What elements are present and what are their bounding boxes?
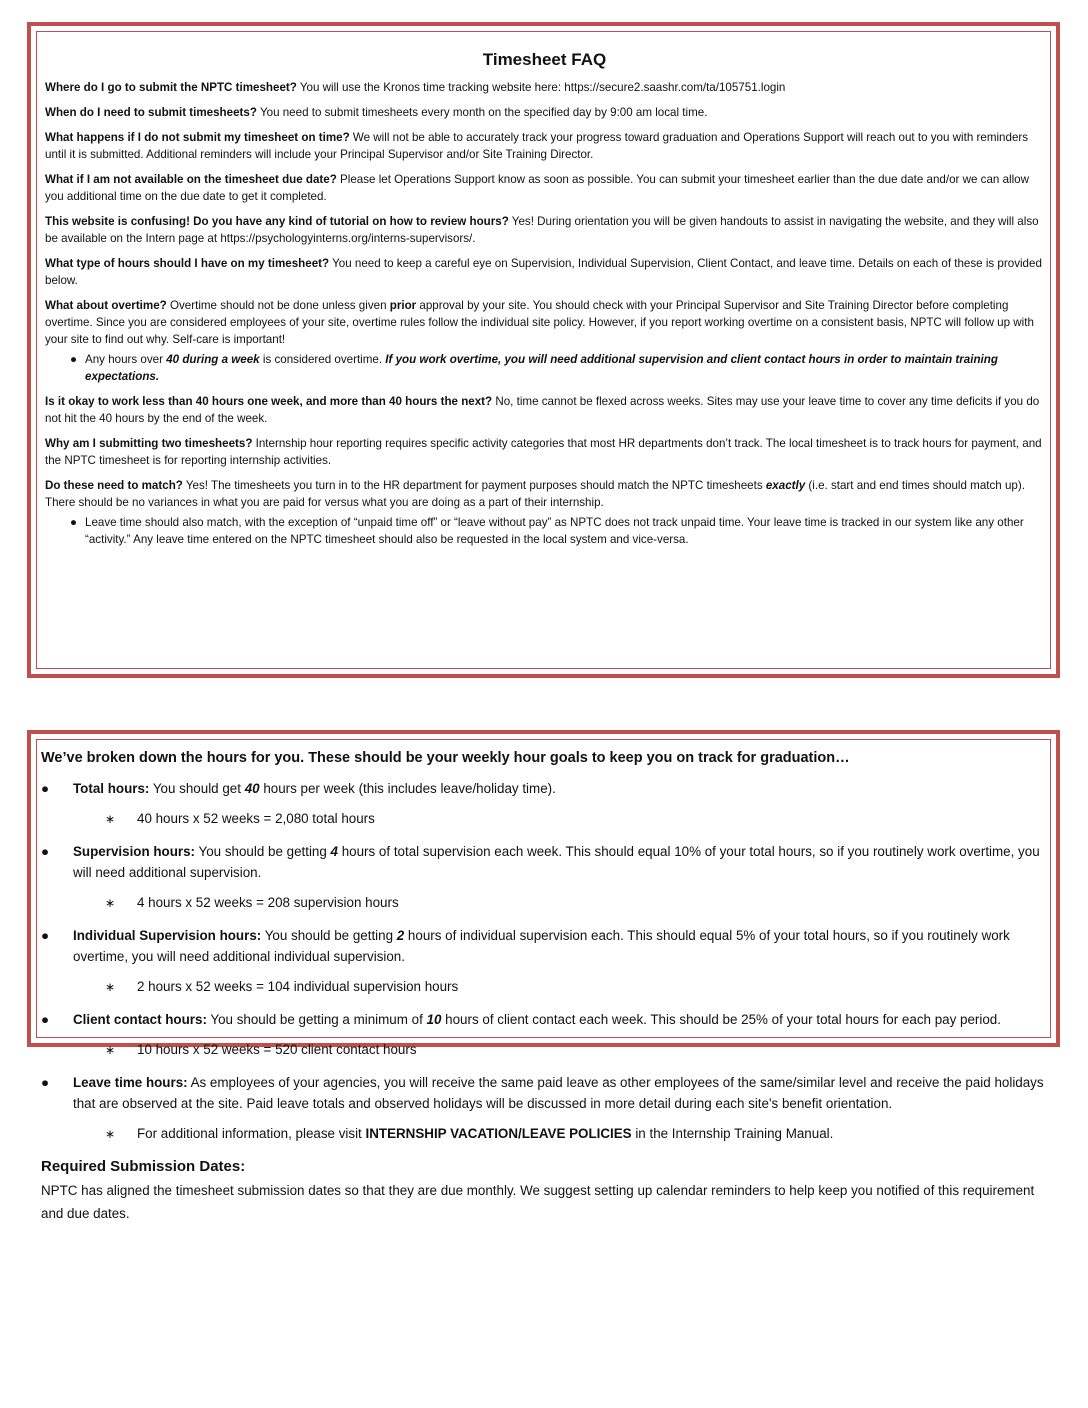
faq-item-overtime: What about overtime? Overtime should not be done unless given prior approval by your site. You should check with your Principal Supervisor and Site Training Director before completing overtime. Since you are considered employees of your site, overtime rules follow the individual site policy. However, if you report working overtime on a consistent basis, NPTC will follow up with your site to find out why. Self-care is important!: [45, 299, 1034, 346]
bullet-icon: ●: [41, 781, 50, 796]
bullet-icon: ●: [41, 1075, 50, 1090]
required-dates-text: NPTC has aligned the timesheet submission dates so that they are due monthly. We suggest setting up calendar reminders to help keep you notified of this requirement and due dates.: [41, 1183, 1035, 1221]
individual-supervision-calc: ∗ 2 hours x 52 weeks = 104 individual supervision hours: [105, 977, 1048, 997]
faq-item: This website is confusing! Do you have any kind of tutorial on how to review hours? Yes! During orientation you will be given handouts to assist in navigating the website, and they will also be available on the Intern page at https://psychologyinterns.org/interns-supervisors/.: [45, 215, 1039, 245]
faq-item-match: Do these need to match? Yes! The timesheets you turn in to the HR department for payment purposes should match the NPTC timesheets exactly (i.e. start and end times should match up). There should be no variances in what you are paid for versus what you are doing as a part of their internship.: [45, 479, 1025, 509]
individual-supervision-item: ● Individual Supervision hours: You should be getting 2 hours of individual supervision each. This should equal 5% of your total hours, so if you routinely work overtime, you will need additional individual supervision.: [41, 925, 1048, 967]
asterisk-icon: ∗: [105, 980, 116, 994]
total-hours-item: ● Total hours: You should get 40 hours per week (this includes leave/holiday time).: [41, 778, 1048, 799]
supervision-hours-calc: ∗ 4 hours x 52 weeks = 208 supervision hours: [105, 893, 1048, 913]
client-contact-item: ● Client contact hours: You should be getting a minimum of 10 hours of client contact each week. This should be 25% of your total hours for each pay period.: [41, 1009, 1048, 1030]
asterisk-icon: ∗: [105, 1127, 116, 1141]
match-bullet: ● Leave time should also match, with the exception of “unpaid time off” or “leave without pay” as NPTC does not track unpaid time. Your leave time is tracked in our system like any other “activity.” Any leave time entered on the NPTC timesheet should also be requested in the local system and vice-versa.: [45, 514, 1044, 548]
required-dates-title: Required Submission Dates:: [41, 1158, 246, 1175]
overtime-bullet: ● Any hours over 40 during a week is considered overtime. If you work overtime, you will need additional supervision and client contact hours in order to maintain training expectations.: [45, 351, 1044, 385]
bullet-icon: ●: [41, 1012, 50, 1027]
faq-item: Where do I go to submit the NPTC timesheet? You will use the Kronos time tracking website here: https://secure2.saashr.com/ta/105751.login: [45, 81, 786, 94]
bullet-icon: ●: [41, 844, 50, 859]
bullet-icon: ●: [69, 516, 77, 529]
faq-item: Is it okay to work less than 40 hours one week, and more than 40 hours the next? No, time cannot be flexed across weeks. Sites may use your leave time to cover any time deficits if you do not hit the 40 hours by the end of the week.: [45, 395, 1040, 425]
hours-panel-frame: [27, 730, 1060, 1221]
asterisk-icon: ∗: [105, 812, 116, 826]
faq-content: [45, 44, 1044, 556]
asterisk-icon: ∗: [105, 1043, 116, 1057]
asterisk-icon: ∗: [105, 896, 116, 910]
bullet-icon: ●: [69, 353, 77, 366]
faq-item: Why am I submitting two timesheets? Internship hour reporting requires specific activity categories that most HR departments don’t track. The local timesheet is to track hours for payment, and the NPTC timesheet is for reporting internship activities.: [45, 437, 1042, 467]
hours-heading: We’ve broken down the hours for you. These should be your weekly hour goals to keep you on track for graduation…: [41, 750, 850, 766]
faq-item: When do I need to submit timesheets? You need to submit timesheets every month on the specified day by 9:00 am local time.: [45, 106, 708, 119]
bullet-icon: ●: [41, 928, 50, 943]
supervision-hours-item: ● Supervision hours: You should be getting 4 hours of total supervision each week. This should equal 10% of your total hours, so if you routinely work overtime, you will need additional supervision.: [41, 841, 1048, 883]
total-hours-calc: ∗ 40 hours x 52 weeks = 2,080 total hours: [105, 809, 1048, 829]
client-contact-calc: ∗ 10 hours x 52 weeks = 520 client contact hours: [105, 1040, 1048, 1060]
hours-content: [41, 750, 1048, 1225]
faq-item: What if I am not available on the timesheet due date? Please let Operations Support know as soon as possible. You can submit your timesheet earlier than the due date and/or we can allow you additional time on the due date to get it completed.: [45, 173, 1030, 203]
leave-time-item: ● Leave time hours: As employees of your agencies, you will receive the same paid leave as other employees of the same/similar level and receive the paid holidays that are observed at the site. Paid leave totals and observed holidays will be discussed in more detail during each site's benefit orientation.: [41, 1072, 1048, 1114]
faq-item: What type of hours should I have on my timesheet? You need to keep a careful eye on Supervision, Individual Supervision, Client Contact, and leave time. Details on each of these is provided below.: [45, 257, 1042, 287]
faq-item: What happens if I do not submit my timesheet on time? We will not be able to accurately track your progress toward graduation and Operations Support will reach out to you with reminders until it is submitted. Additional reminders will include your Principal Supervisor and/or Site Training Director.: [45, 131, 1029, 161]
leave-time-info: ∗ For additional information, please visit INTERNSHIP VACATION/LEAVE POLICIES in the Internship Training Manual.: [105, 1124, 1048, 1144]
faq-title: Timesheet FAQ: [482, 50, 607, 69]
faq-panel: [27, 22, 1060, 678]
